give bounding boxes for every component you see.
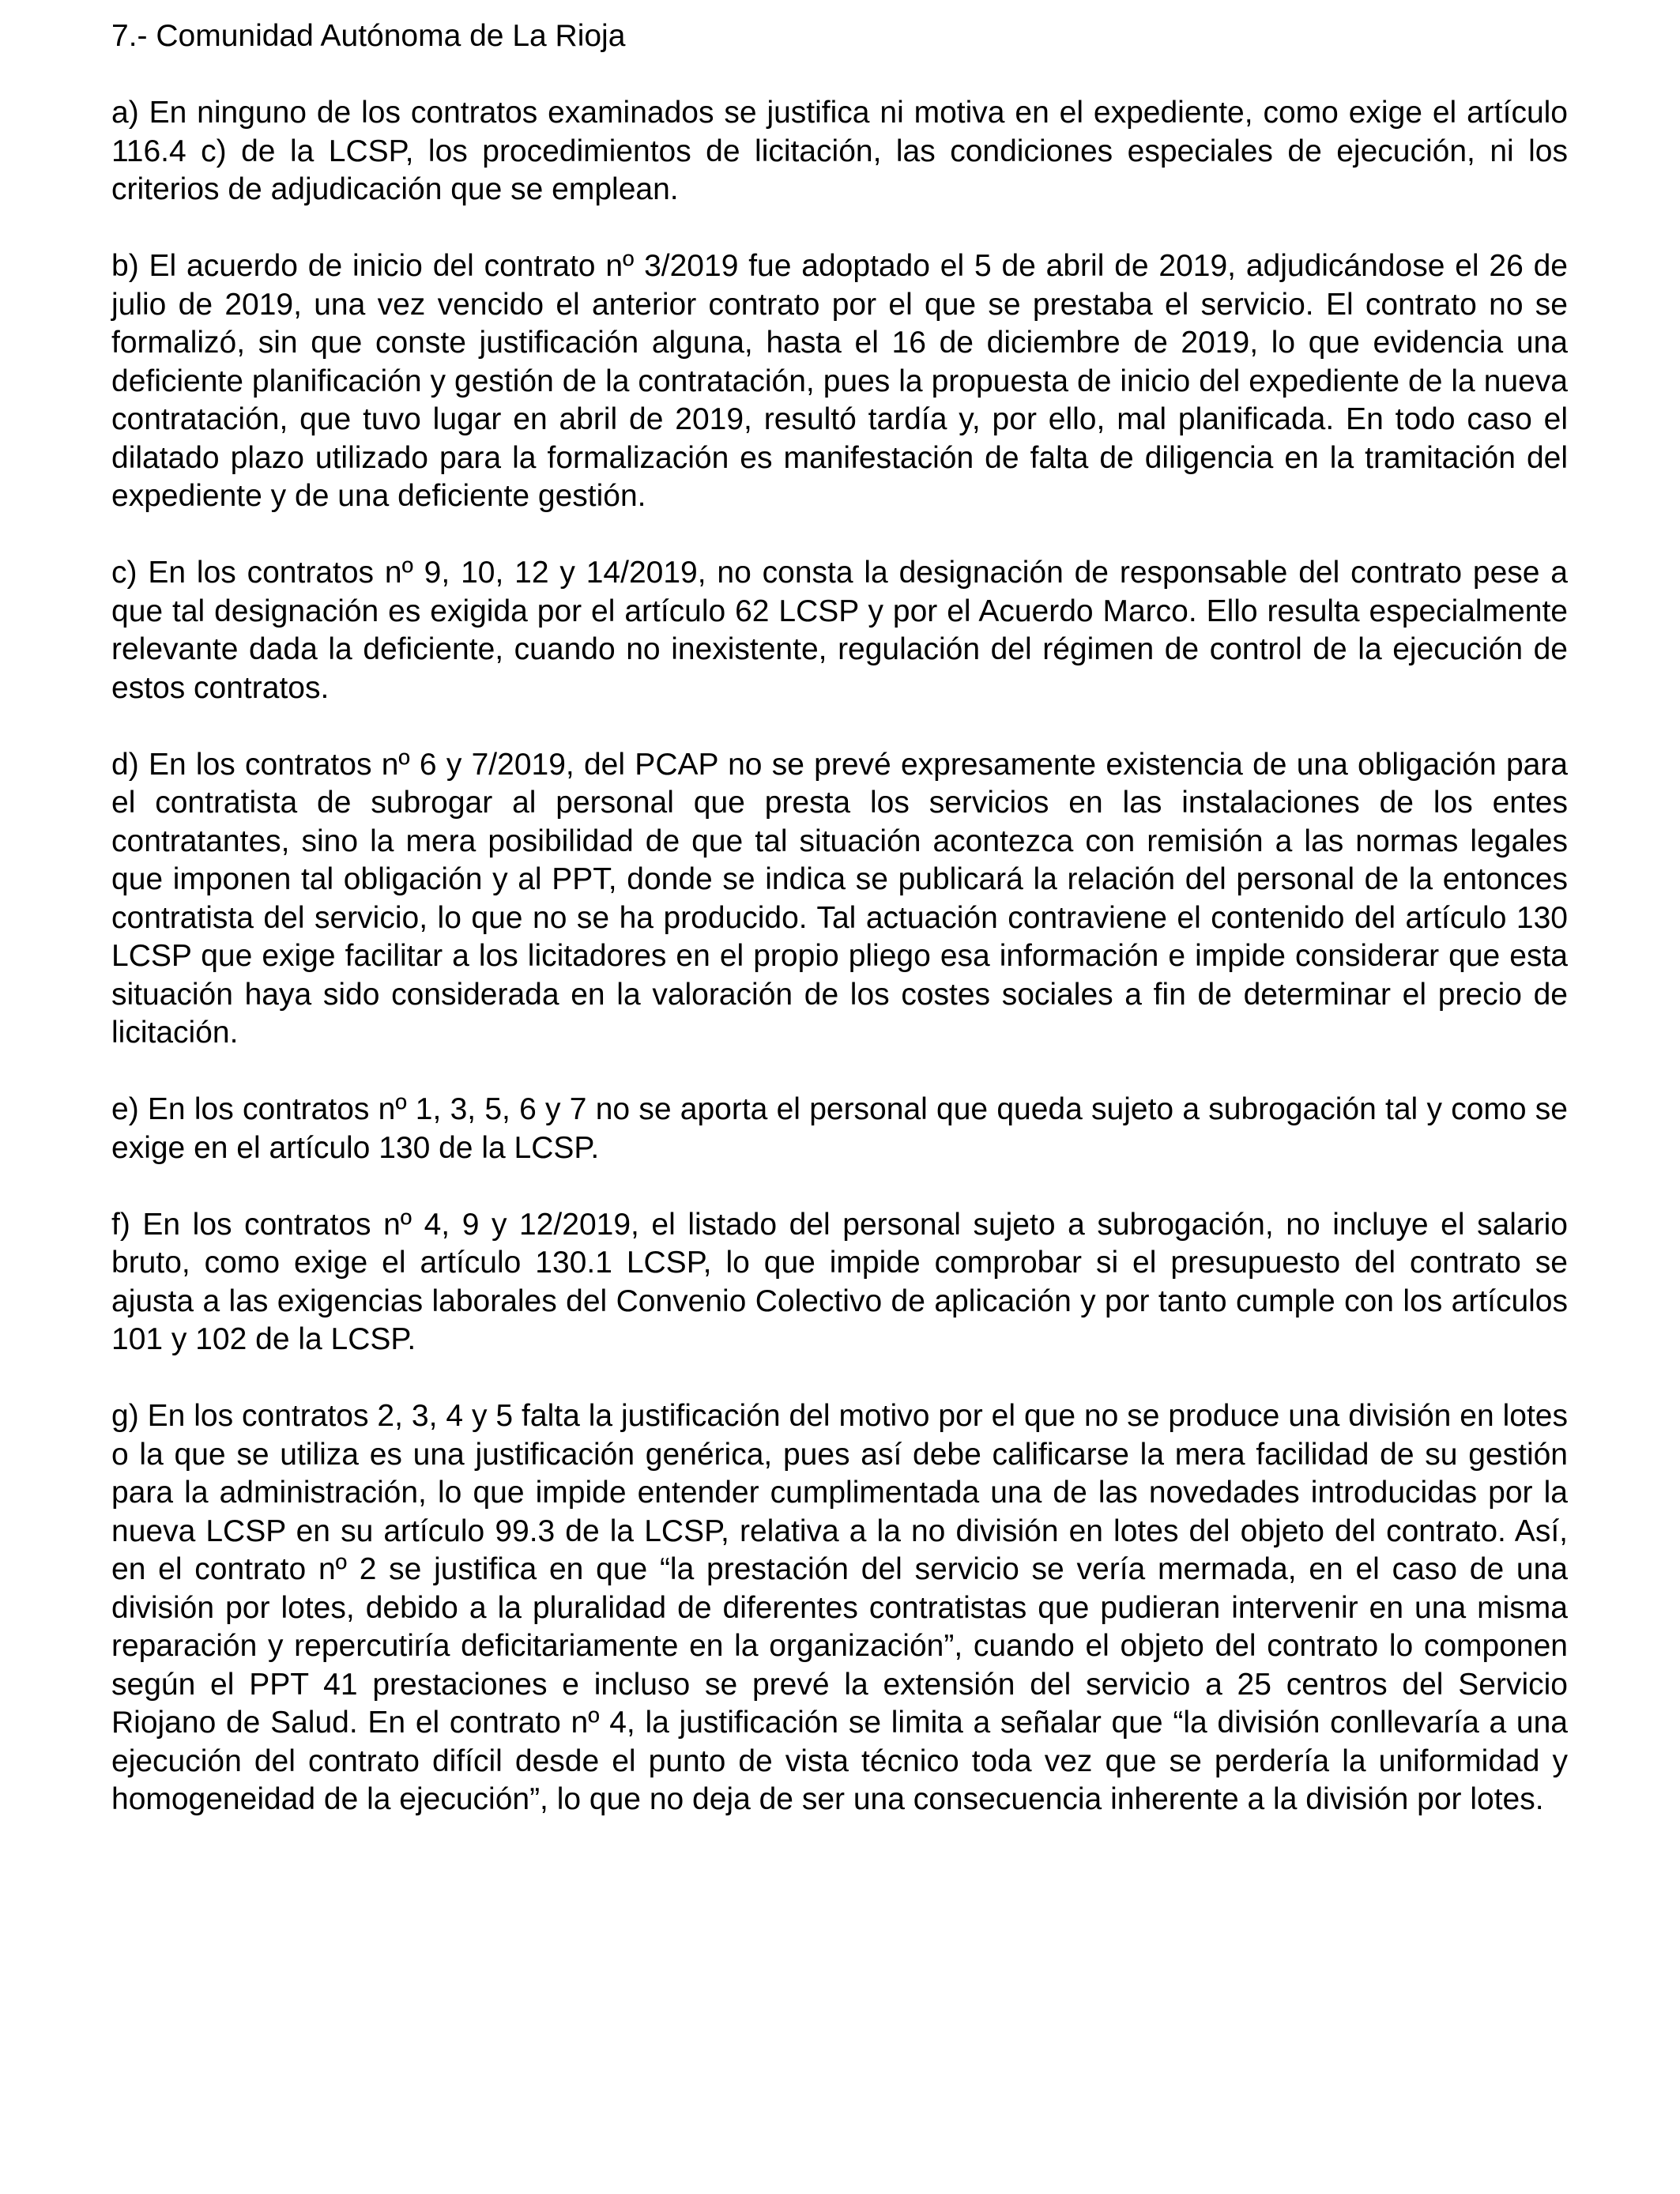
paragraph-g: g) En los contratos 2, 3, 4 y 5 falta la justificación del motivo por el que no se produce una división en lotes o la que se utiliza es una justificación genérica, pues así debe calificarse la mera facilidad de su gestión para la administración, lo que impide entender cumplimentada una de las novedades introducidas por la nueva LCSP en su artículo 99.3 de la LCSP, relativa a la no división en lotes del objeto del contrato. Así, en el contrato nº 2 se justifica en que “la prestación del servicio se vería mermada, en el caso de una división por lotes, debido a la pluralidad de diferentes contratistas que pudieran intervenir en una misma reparación y repercutiría deficitariamente en la organización”, cuando el objeto del contrato lo componen según el PPT 41 prestaciones e incluso se prevé la extensión del servicio a 25 centros del Servicio Riojano de Salud. En el contrato nº 4, la justificación se limita a señalar que “la división conllevaría a una ejecución del contrato difícil desde el punto de vista técnico toda vez que se perdería la uniformidad y homogeneidad de la ejecución”, lo que no deja de ser una consecuencia inherente a la división por lotes. [111,1399,1568,1816]
paragraph-d: d) En los contratos nº 6 y 7/2019, del PCAP no se prevé expresamente existencia de una obligación para el contratista de subrogar al personal que presta los servicios en las instalaciones de los entes contratantes, sino la mera posibilidad de que tal situación acontezca con remisión a las normas legales que imponen tal obligación y al PPT, donde se indica se publicará la relación del personal de la entonces contratista del servicio, lo que no se ha producido. Tal actuación contraviene el contenido del artículo 130 LCSP que exige facilitar a los licitadores en el propio pliego esa información e impide considerar que esta situación haya sido considerada en la valoración de los costes sociales a fin de determinar el precio de licitación. [111,747,1568,1050]
paragraph-e: e) En los contratos nº 1, 3, 5, 6 y 7 no se aporta el personal que queda sujeto a subrogación tal y como se exige en el artículo 130 de la LCSP. [111,1092,1568,1165]
paragraph-a: a) En ninguno de los contratos examinados se justifica ni motiva en el expediente, como exige el artículo 116.4 c) de la LCSP, los procedimientos de licitación, las condiciones especiales de ejecución, ni los criterios de adjudicación que se emplean. [111,96,1568,206]
document-page [111,17,1568,1857]
section-heading: 7.- Comunidad Autónoma de La Rioja [111,19,626,53]
paragraph-f: f) En los contratos nº 4, 9 y 12/2019, el listado del personal sujeto a subrogación, no incluye el salario bruto, como exige el artículo 130.1 LCSP, lo que impide comprobar si el presupuesto del contrato se ajusta a las exigencias laborales del Convenio Colectivo de aplicación y por tanto cumple con los artículos 101 y 102 de la LCSP. [111,1207,1568,1356]
paragraph-c: c) En los contratos nº 9, 10, 12 y 14/2019, no consta la designación de responsable del contrato pese a que tal designación es exigida por el artículo 62 LCSP y por el Acuerdo Marco. Ello resulta especialmente relevante dada la deficiente, cuando no inexistente, regulación del régimen de control de la ejecución de estos contratos. [111,556,1568,705]
paragraph-b: b) El acuerdo de inicio del contrato nº 3/2019 fue adoptado el 5 de abril de 2019, adjudicándose el 26 de julio de 2019, una vez vencido el anterior contrato por el que se prestaba el servicio. El contrato no se formalizó, sin que conste justificación alguna, hasta el 16 de diciembre de 2019, lo que evidencia una deficiente planificación y gestión de la contratación, pues la propuesta de inicio del expediente de la nueva contratación, que tuvo lugar en abril de 2019, resultó tardía y, por ello, mal planificada. En todo caso el dilatado plazo utilizado para la formalización es manifestación de falta de diligencia en la tramitación del expediente y de una deficiente gestión. [111,249,1568,513]
